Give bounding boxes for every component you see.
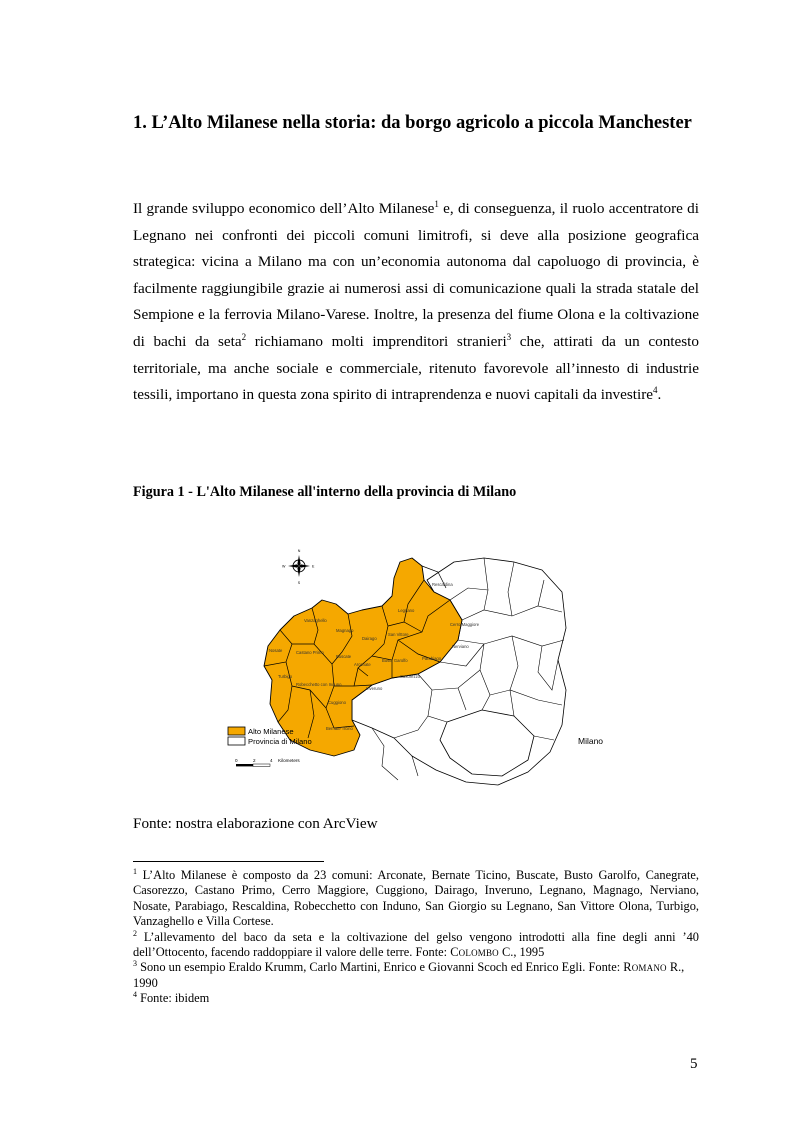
legend-swatch-alto: [228, 727, 245, 735]
figure-source: Fonte: nostra elaborazione con ArcView: [133, 815, 378, 832]
footnote-text: L’allevamento del baco da seta e la coltivazione del gelso vengono introdotti alla fine degli anni ’40 dell’Ottocento, facendo raddoppiare il valore delle terre. Fonte:: [133, 929, 699, 960]
paragraph-part: .: [657, 386, 662, 404]
municipality-label: Casorezzo: [400, 674, 421, 679]
municipality-label: Vanzaghello: [304, 618, 327, 623]
compass-s: S: [297, 581, 301, 585]
scale-bar: [235, 758, 300, 766]
body-paragraph: [133, 196, 699, 409]
page-number: 5: [690, 1056, 698, 1072]
footnote-4: [133, 991, 699, 1006]
legend-label-provincia: Provincia di Milano: [248, 737, 312, 746]
footnote-text: L’Alto Milanese è composto da 23 comuni: Arconate, Bernate Ticino, Buscate, Busto Garolfo, Canegrate, Casorezzo, Castano Primo, Cerro Maggiore, Cuggiono, Dairago, Inveruno, Legnano, Magnago, Nerviano, Nosate, Parabiago, Rescaldina, Robecchetto con Induno, San Giorgio su Legnano, San Vittore Olona, Turbigo, Vanzaghello e Villa Cortese.: [133, 868, 699, 929]
footnotes: [133, 868, 699, 1007]
legend-label-alto: Alto Milanese: [248, 727, 294, 736]
municipality-label: Nosate: [269, 648, 283, 653]
paragraph-part: richiamano molti imprenditori stranieri: [246, 332, 507, 350]
footnote-num: 3: [133, 959, 137, 969]
footnote-num: 2: [133, 928, 137, 938]
municipality-label: Cerro Maggiore: [450, 622, 480, 627]
municipality-label: Rescaldina: [432, 582, 453, 587]
footnote-text: Fonte: ibidem: [137, 991, 210, 1006]
paragraph-part: che, attirati da un contesto territoriale, ma anche sociale e commerciale, ritenuto favorevole all’innesto di industrie tessili, importano in questa zona spirito di intraprendenza e nuovi capitali da investire: [133, 332, 699, 404]
municipality-label: Parabiago: [422, 656, 442, 661]
municipality-label: Busto Garolfo: [382, 658, 408, 663]
province-map: [222, 540, 604, 788]
footnote-author: Romano: [623, 960, 667, 975]
section-heading: 1. L’Alto Milanese nella storia: da borgo agricolo a piccola Manchester: [133, 113, 692, 133]
municipality-label: San Vittore: [388, 632, 409, 637]
footnote-text: R., 1990: [133, 960, 685, 990]
scale-tick-2: 2: [253, 758, 256, 763]
municipality-label: Legnano: [398, 608, 415, 613]
scale-tick-4: 4: [270, 758, 273, 763]
scale-unit: Kilometers: [278, 758, 300, 763]
footnote-divider: [133, 861, 324, 862]
municipality-label: Cuggiono: [328, 700, 346, 705]
municipality-label: Buscate: [336, 654, 352, 659]
footnote-num: 1: [133, 867, 137, 876]
scale-tick-0: 0: [235, 758, 238, 763]
footnote-num: 4: [133, 990, 137, 1000]
footnote-ref[interactable]: 4: [653, 385, 658, 396]
municipality-label: Turbigo: [278, 674, 293, 679]
municipality-label: Bernate Ticino: [326, 726, 353, 731]
footnote-text: C., 1995: [498, 945, 545, 960]
municipality-label: Castano Primo: [296, 650, 324, 655]
municipality-label: Magnago: [336, 628, 354, 633]
municipality-label: Arconate: [354, 662, 371, 667]
footnote-3: [133, 960, 699, 991]
footnote-author: Colombo: [450, 945, 499, 960]
footnote-2: [133, 930, 699, 961]
footnote-ref[interactable]: 2: [241, 331, 247, 342]
city-label-milano: Milano: [578, 736, 604, 746]
municipality-label: Nerviano: [452, 644, 469, 649]
municipality-label: Robecchetto con Induno: [296, 682, 342, 687]
footnote-text: Sono un esempio Eraldo Krumm, Carlo Martini, Enrico e Giovanni Scoch ed Enrico Egli. Fonte:: [137, 960, 624, 975]
compass-n: N: [297, 549, 301, 553]
municipality-label: Inveruno: [366, 686, 383, 691]
legend-swatch-provincia: [228, 737, 245, 745]
paragraph-part: Il grande sviluppo economico dell’Alto Milanese: [133, 200, 435, 217]
paragraph-part: e, di conseguenza, il ruolo accentratore di Legnano nei confronti dei piccoli comuni limitrofi, si deve alla posizione geografica strategica: vicina a Milano ma con un’economia autonoma dal capoluogo di provincia, è facilmente raggiungibile grazie ai numerosi assi di comunicazione quali la strada statale del Sempione e la ferrovia Milano-Varese. Inoltre, la presenza del fiume Olona e la coltivazione di bachi da seta: [133, 200, 699, 350]
figure-caption: Figura 1 - L'Alto Milanese all'interno della provincia di Milano: [133, 484, 517, 500]
municipality-label: Dairago: [362, 636, 377, 641]
compass-w: W: [282, 564, 286, 569]
compass-icon: [282, 549, 315, 585]
footnote-ref[interactable]: 3: [506, 331, 512, 342]
footnote-1: [133, 868, 699, 930]
footnote-ref[interactable]: 1: [434, 199, 439, 209]
compass-e: E: [312, 564, 315, 569]
